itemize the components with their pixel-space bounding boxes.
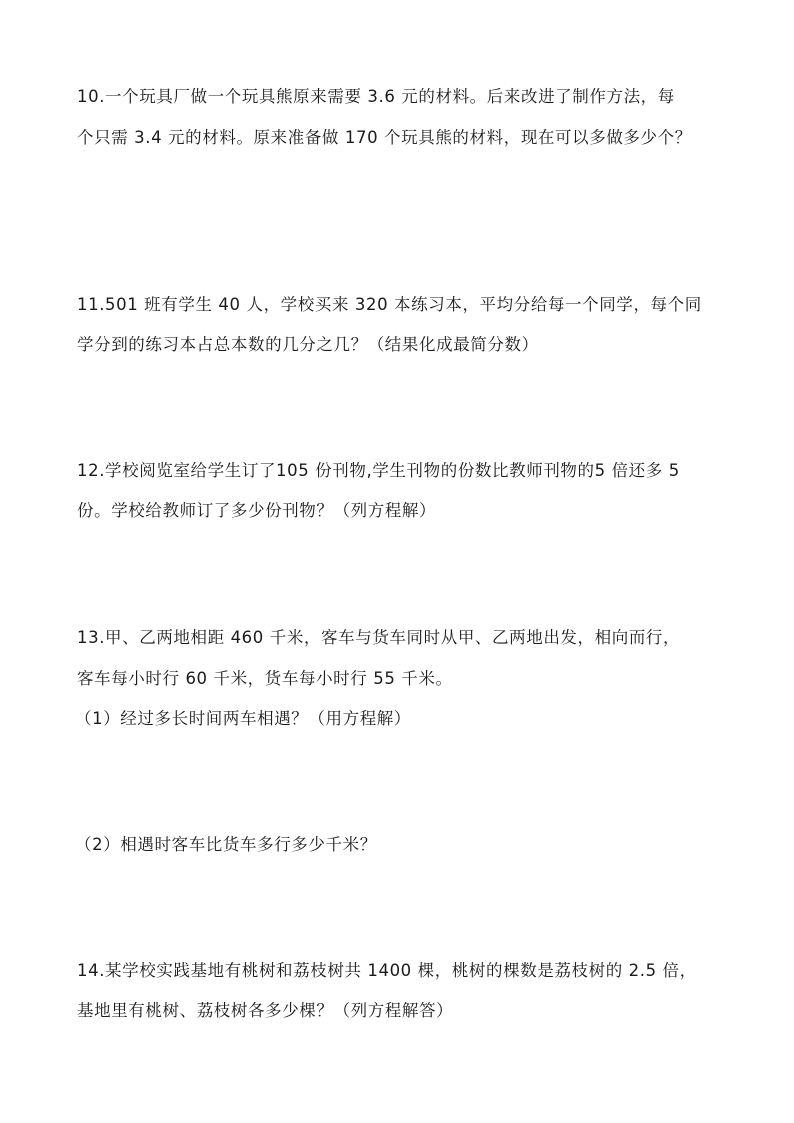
question-12-line-1: 12.学校阅览室给学生订了105 份刊物,学生刊物的份数比教师刊物的5 倍还多 5 [77,461,680,480]
question-13-line-1: 13.甲、乙两地相距 460 千米，客车与货车同时从甲、乙两地出发，相向而行， [77,628,681,647]
question-14-line-2: 基地里有桃树、荔枝树各多少棵？（列方程解答） [77,1001,454,1020]
question-11-line-1: 11.501 班有学生 40 人，学校买来 320 本练习本，平均分给每一个同学，每个同 [77,295,702,314]
question-13-line-2: 客车每小时行 60 千米，货车每小时行 55 千米。 [77,669,453,688]
question-12-line-2: 份。学校给教师订了多少份刊物？（列方程解） [77,501,437,520]
question-10-line-2: 个只需 3.4 元的材料。原来准备做 170 个玩具熊的材料，现在可以多做多少个？ [77,128,692,147]
question-11-line-2: 学分到的练习本占总本数的几分之几？（结果化成最简分数） [77,335,539,354]
question-13-subquestion-1: （1）经过多长时间两车相遇？（用方程解） [75,709,411,728]
question-10-line-1: 10.一个玩具厂做一个玩具熊原来需要 3.6 元的材料。后来改进了制作方法，每 [77,87,675,106]
question-14-line-1: 14.某学校实践基地有桃树和荔枝树共 1400 棵，桃树的棵数是荔枝树的 2.5 倍， [77,961,697,980]
question-13-subquestion-2: （2）相遇时客车比货车多行多少千米？ [75,835,377,854]
